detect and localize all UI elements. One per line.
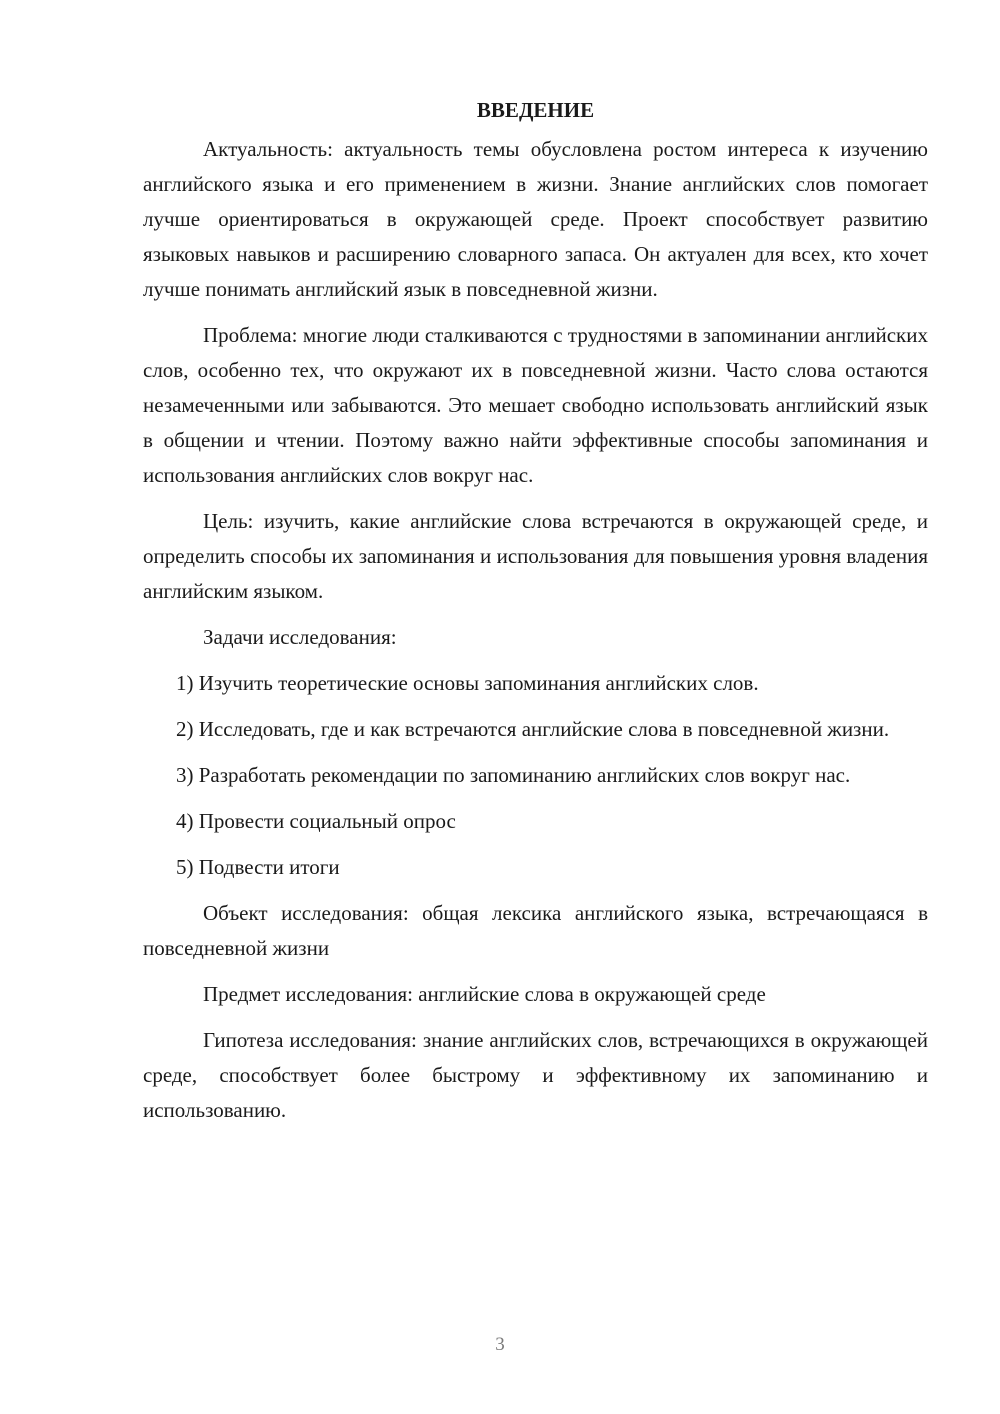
paragraph-hypothesis: Гипотеза исследования: знание английских слов, встречающихся в окружающей среде, способствует более быстрому и эффективному их запоминанию и использованию. bbox=[143, 1028, 928, 1122]
task-item-1: 1) Изучить теоретические основы запоминания английских слов. bbox=[176, 671, 759, 695]
paragraph-tasks-heading: Задачи исследования: bbox=[203, 625, 397, 649]
task-item-5: 5) Подвести итоги bbox=[176, 855, 340, 879]
paragraph-goal: Цель: изучить, какие английские слова встречаются в окружающей среде, и определить способы их запоминания и использования для повышения уровня владения английским языком. bbox=[143, 509, 928, 603]
task-item-4: 4) Провести социальный опрос bbox=[176, 809, 456, 833]
task-item-2: 2) Исследовать, где и как встречаются английские слова в повседневной жизни. bbox=[176, 717, 890, 741]
paragraph-relevance: Актуальность: актуальность темы обусловлена ростом интереса к изучению английского языка и его применением в жизни. Знание английских слов помогает лучше ориентироваться в окружающей среде. Проект способствует развитию языковых навыков и расширению словарного запаса. Он актуален для всех, кто хочет лучше понимать английский язык в повседневной жизни. bbox=[143, 137, 928, 301]
task-item-3: 3) Разработать рекомендации по запоминанию английских слов вокруг нас. bbox=[176, 763, 851, 787]
paragraph-object: Объект исследования: общая лексика английского языка, встречающаяся в повседневной жизни bbox=[143, 901, 928, 960]
document-page bbox=[143, 95, 928, 1139]
page-title: ВВЕДЕНИЕ bbox=[476, 98, 595, 122]
page-number: 3 bbox=[495, 1334, 505, 1355]
paragraph-subject: Предмет исследования: английские слова в окружающей среде bbox=[203, 982, 766, 1006]
paragraph-problem: Проблема: многие люди сталкиваются с трудностями в запоминании английских слов, особенно тех, что окружают их в повседневной жизни. Часто слова остаются незамеченными или забываются. Это мешает свободно использовать английский язык в общении и чтении. Поэтому важно найти эффективные способы запоминания и использования английских слов вокруг нас. bbox=[143, 323, 928, 487]
